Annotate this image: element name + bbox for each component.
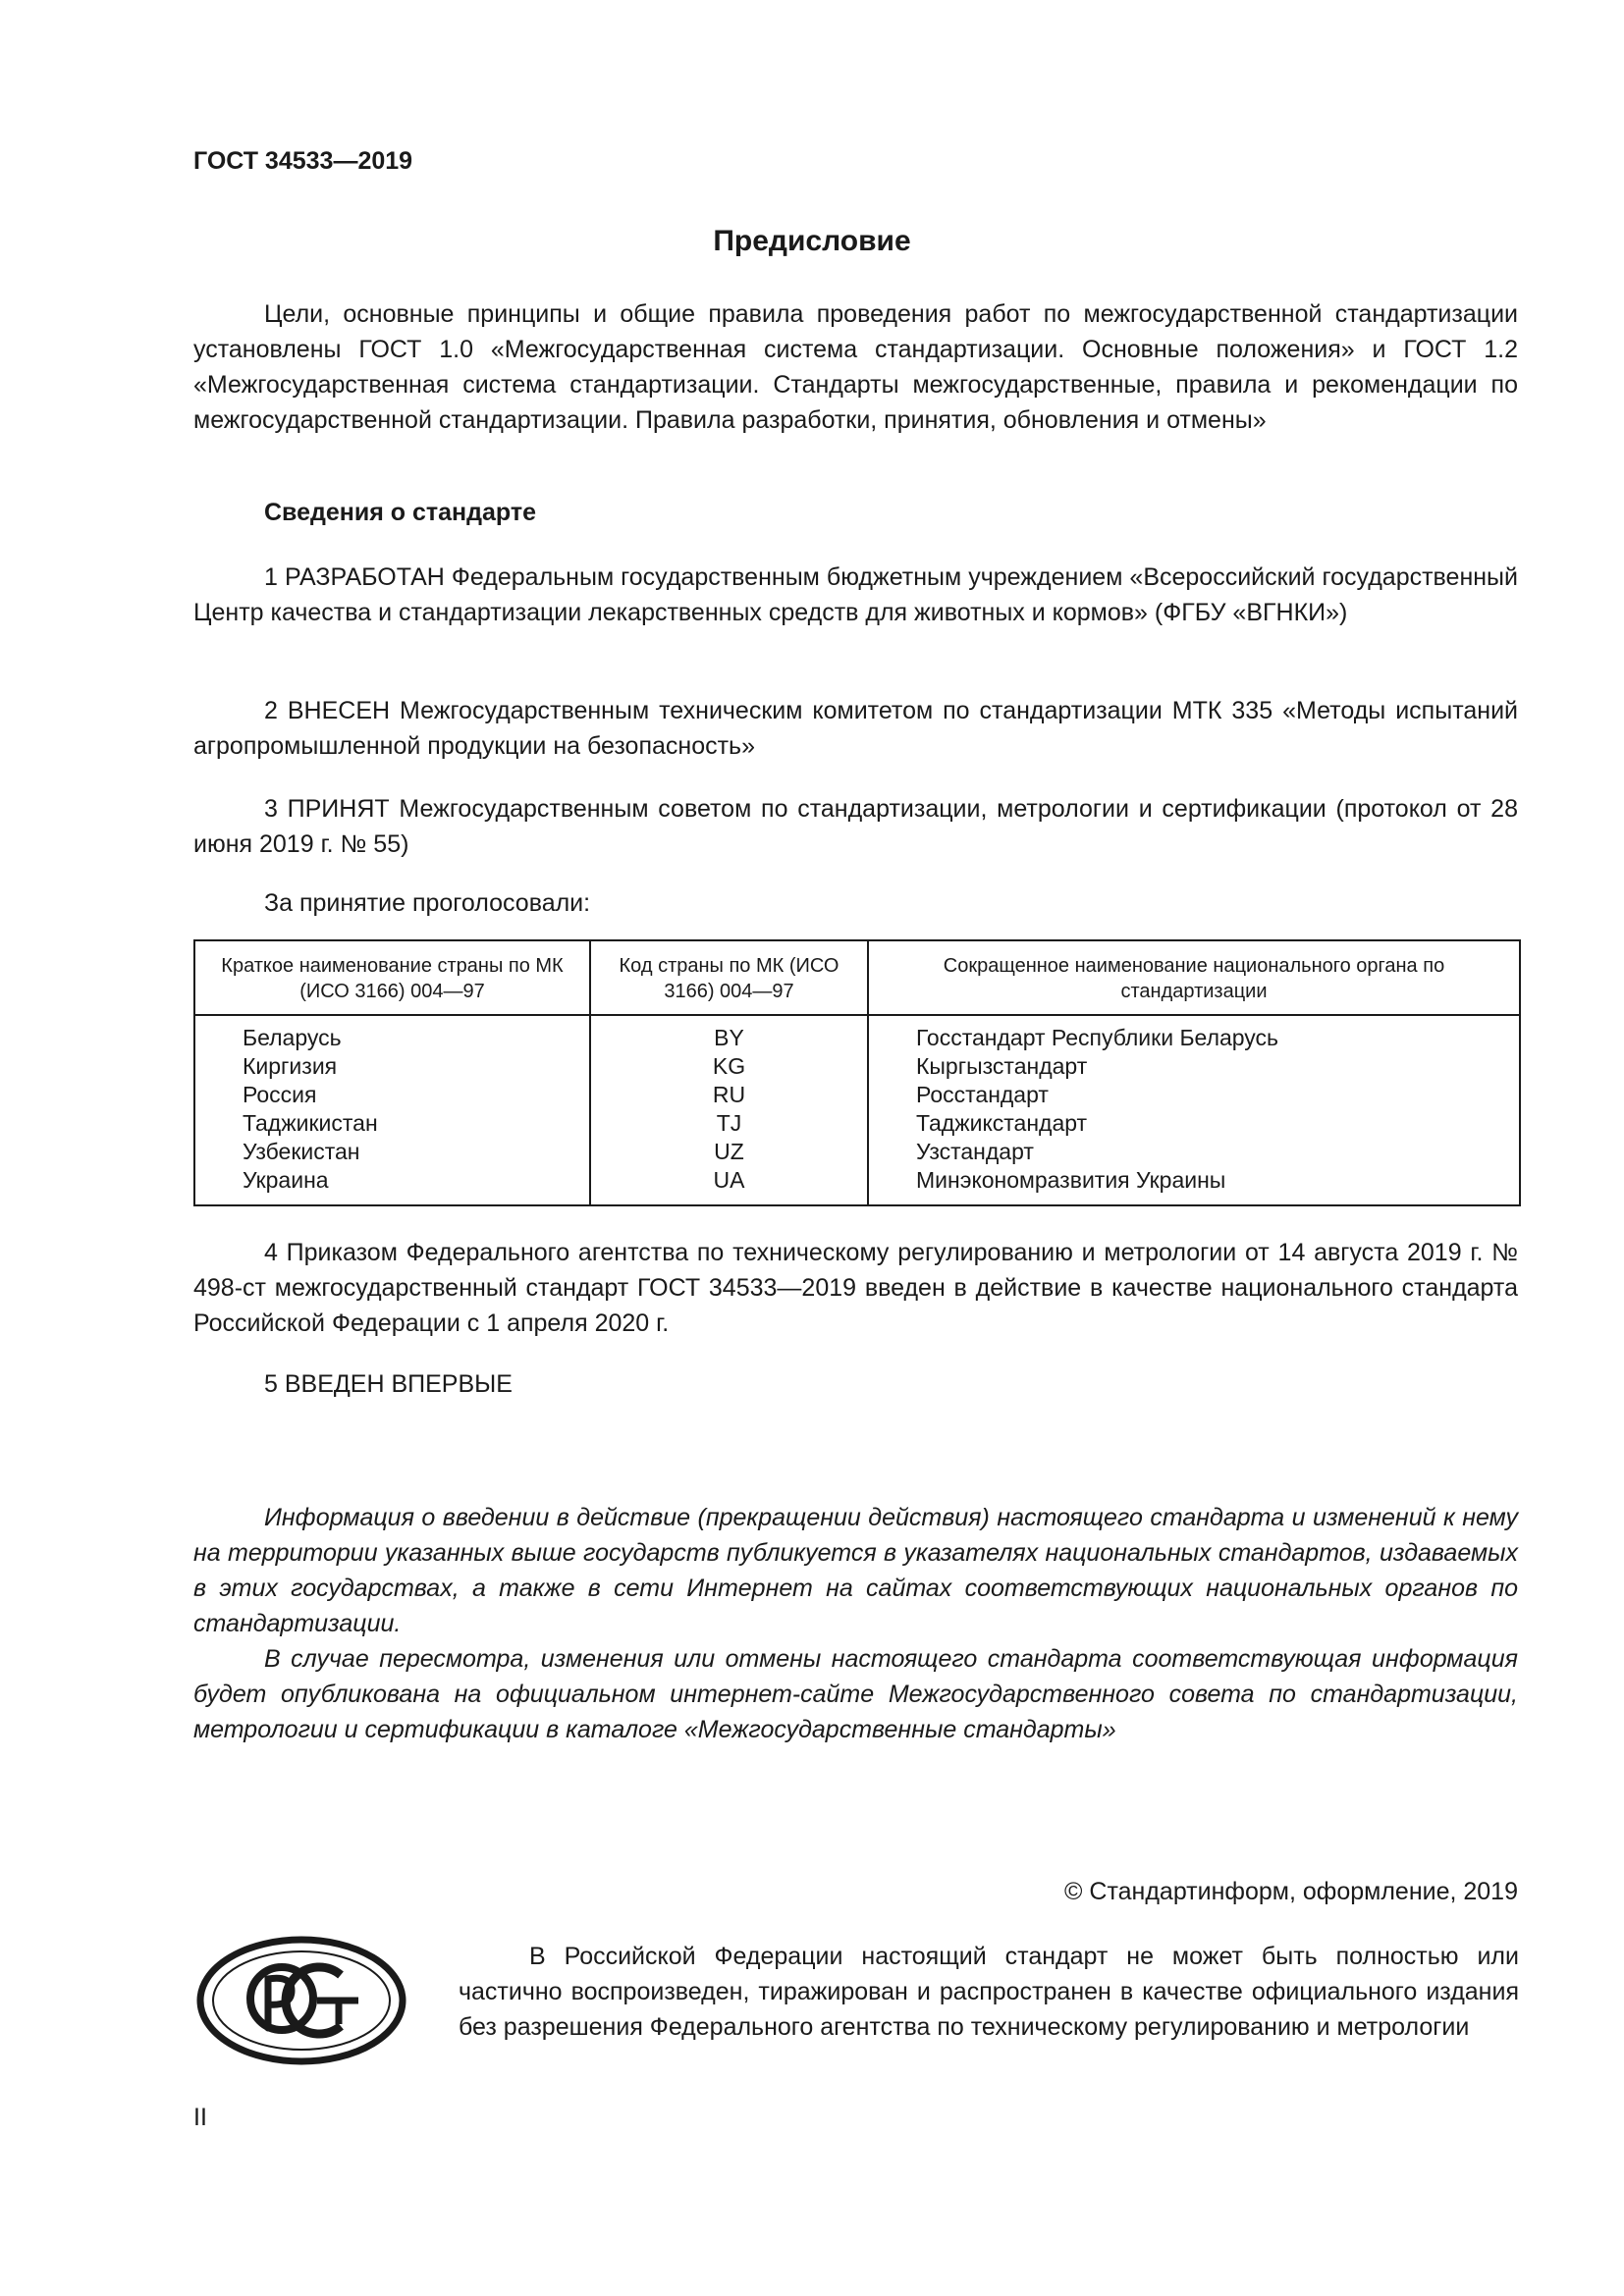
country-cell: Киргизия [243, 1053, 338, 1079]
code-cell: TJ [590, 1109, 868, 1138]
item-adopted: 3 ПРИНЯТ Межгосударственным советом по стандартизации, метрологии и сертификации (протокол от 28 июня 2019 г. № 55) [193, 795, 1518, 858]
table-row [194, 1109, 1520, 1138]
page-number: II [193, 2104, 207, 2131]
country-cell: Таджикистан [243, 1110, 378, 1136]
code-cell: RU [590, 1081, 868, 1109]
code-cell: UA [590, 1166, 868, 1205]
table-row [194, 1138, 1520, 1166]
voted-label: За принятие проголосовали: [264, 889, 591, 917]
table-row [194, 1052, 1520, 1081]
table-row [194, 1015, 1520, 1052]
code-cell: UZ [590, 1138, 868, 1166]
table-row [194, 1166, 1520, 1205]
country-cell: Узбекистан [243, 1139, 360, 1164]
section-heading: Сведения о стандарте [264, 499, 537, 526]
country-cell: Украина [243, 1167, 329, 1193]
page-title: Предисловие [713, 225, 911, 257]
notice-paragraph-2: В случае пересмотра, изменения или отмены настоящего стандарта соответствующая информация будет опубликована на официальном интернет-сайте Межгосударственного совета по стандартизации, метрологии и сертификации в каталоге «Межгосударственные стандарты» [193, 1645, 1518, 1743]
notice-paragraph-1: Информация о введении в действие (прекращении действия) настоящего стандарта и изменений к нему на территории указанных выше государств публикуется в указателях национальных стандартов, издаваемых в этих государствах, а также в сети Интернет на сайтах соответствующих национальных органов по стандартизации. [193, 1504, 1518, 1637]
code-cell: BY [590, 1015, 868, 1052]
body-cell: Кыргызстандарт [868, 1052, 1520, 1081]
intro-paragraph: Цели, основные принципы и общие правила проведения работ по межгосударственной стандартизации установлены ГОСТ 1.0 «Межгосударственная система стандартизации. Основные положения» и ГОСТ 1.2 «Межгосударственная система стандартизации. Стандарты межгосударственные, правила и рекомендации по межгосударственной стандартизации. Правила разработки, принятия, обновления и отмены» [193, 300, 1518, 434]
column-header-country: Краткое наименование страны по МК (ИСО 3166) 004—97 [194, 940, 590, 1015]
document-code: ГОСТ 34533—2019 [193, 147, 413, 175]
body-cell: Таджикстандарт [868, 1109, 1520, 1138]
country-cell: Беларусь [243, 1025, 342, 1050]
item-order: 4 Приказом Федерального агентства по техническому регулированию и метрологии от 14 августа 2019 г. № 498-ст межгосударственный стандарт ГОСТ 34533—2019 введен в действие в качестве национального стандарта Российской Федерации с 1 апреля 2020 г. [193, 1239, 1518, 1337]
column-header-body: Сокращенное наименование национального органа по стандартизации [868, 940, 1520, 1015]
column-header-code: Код страны по МК (ИСО 3166) 004—97 [590, 940, 868, 1015]
country-cell: Россия [243, 1082, 317, 1107]
copyright-line: © Стандартинформ, оформление, 2019 [1064, 1878, 1518, 1905]
body-cell: Росстандарт [868, 1081, 1520, 1109]
rights-notice: В Российской Федерации настоящий стандарт не может быть полностью или частично воспроизведен, тиражирован и распространен в качестве официального издания без разрешения Федерального агентства по техническому регулированию и метрологии [459, 1943, 1519, 2041]
item-developed: 1 РАЗРАБОТАН Федеральным государственным бюджетным учреждением «Всероссийский государственный Центр качества и стандартизации лекарственных средств для животных и кормов» (ФГБУ «ВГНКИ») [193, 563, 1518, 626]
code-cell: KG [590, 1052, 868, 1081]
table-header-row [194, 940, 1520, 1015]
body-cell: Госстандарт Республики Беларусь [868, 1015, 1520, 1052]
body-cell: Узстандарт [868, 1138, 1520, 1166]
rst-certification-mark-icon [193, 1932, 409, 2074]
item-submitted: 2 ВНЕСЕН Межгосударственным техническим комитетом по стандартизации МТК 335 «Методы испытаний агропромышленной продукции на безопасность» [193, 697, 1518, 760]
voting-table [193, 939, 1521, 1206]
table-row [194, 1081, 1520, 1109]
item-introduced: 5 ВВЕДЕН ВПЕРВЫЕ [264, 1370, 513, 1398]
body-cell: Минэкономразвития Украины [868, 1166, 1520, 1205]
